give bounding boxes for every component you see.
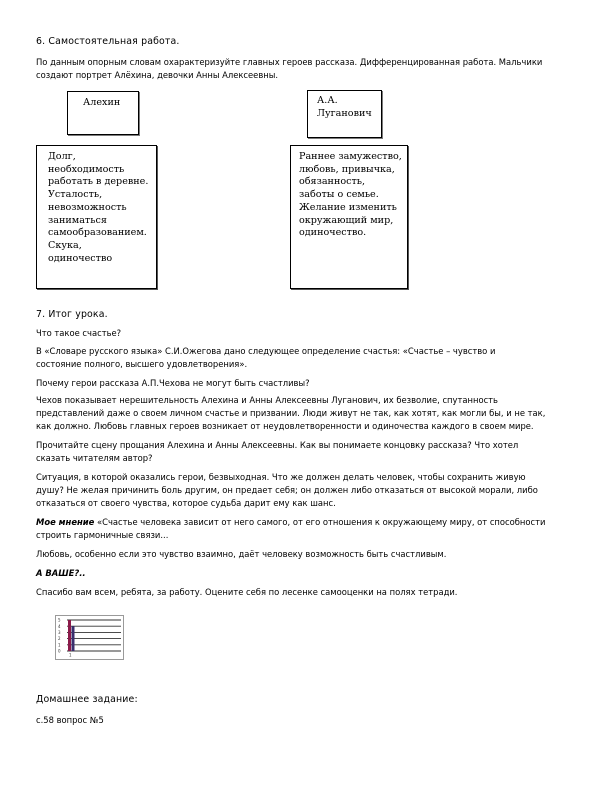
alekhin-trait-4: Усталость, bbox=[48, 189, 103, 201]
farewell-question-line1: Прочитайте сцену прощания Алехина и Анны Алексеевны. Как вы понимаете концовку рассказа? Что хотел bbox=[36, 440, 519, 450]
luganovich-name-line-1: А.А. bbox=[317, 95, 338, 106]
luganovich-trait-2: любовь, привычка, bbox=[299, 163, 395, 175]
bar-series2-1 bbox=[72, 626, 75, 651]
chekhov-para-line3: как должно. Любовь главных героев возникает от неудовлетворенности и одиночества каждого в своем мире. bbox=[36, 421, 534, 431]
chart-frame bbox=[56, 616, 124, 660]
alekhin-name-box bbox=[67, 91, 139, 135]
thanks-sentence: Спасибо вам всем, ребята, за работу. Оцените себя по лесенке самооценки на полях тетради. bbox=[36, 587, 458, 597]
homework-heading: Домашнее задание: bbox=[36, 694, 138, 705]
section6-intro-line2: создают портрет Алёхина, девочки Анны Алексеевны. bbox=[36, 70, 279, 80]
homework-task: с.58 вопрос №5 bbox=[36, 715, 104, 725]
alekhin-trait-3: работать в деревне. bbox=[48, 176, 149, 188]
question-why-unhappy: Почему герои рассказа А.П.Чехова не могут быть счастливы? bbox=[36, 378, 310, 388]
situation-para-line2: душу? Не желая причинить боль другим, он предает себя; он должен либо отказаться от высокой морали, либо bbox=[36, 485, 538, 495]
luganovich-trait-5: Желание изменить bbox=[299, 201, 397, 213]
self-assessment-chart bbox=[55, 615, 127, 665]
farewell-question-line2: сказать читателям автор? bbox=[36, 453, 153, 463]
alekhin-trait-8: Скука, bbox=[48, 239, 82, 251]
alekhin-trait-2: необходимость bbox=[48, 163, 125, 175]
luganovich-trait-1: Раннее замужество, bbox=[299, 151, 402, 162]
luganovich-traits-list bbox=[299, 151, 402, 240]
alekhin-trait-6: заниматься bbox=[48, 214, 107, 226]
opinion-text: «Счастье человека зависит от него самого, от его отношения к окружающему миру, от способности bbox=[94, 517, 546, 527]
alekhin-traits-list bbox=[48, 151, 148, 265]
section6-intro-line1: По данным опорным словам охарактеризуйте главных героев рассказа. Дифференцированная работа. Мальчики bbox=[36, 57, 543, 67]
opinion-line1 bbox=[36, 516, 545, 529]
y-tick-label: 2 bbox=[58, 636, 61, 642]
question-happiness: Что такое счастье? bbox=[36, 328, 122, 338]
y-tick-label: 4 bbox=[58, 623, 61, 629]
opinion-label: Мое мнение bbox=[36, 517, 95, 527]
y-tick-label: 3 bbox=[58, 630, 61, 635]
ozhegov-def-line1: В «Словаре русского языка» С.И.Ожегова дано следующее определение счастья: «Счастье – чувство и bbox=[36, 346, 496, 356]
luganovich-name-box bbox=[307, 90, 382, 138]
alekhin-trait-1: Долг, bbox=[48, 151, 76, 162]
luganovich-name bbox=[317, 95, 372, 120]
chekhov-para-line2: представлений даже о своем личном счастье и призвании. Люди живут не так, как хотят, как могли бы, и не так, bbox=[36, 408, 546, 418]
alekhin-traits-box bbox=[36, 145, 157, 289]
luganovich-name-line-2: Луганович bbox=[317, 107, 372, 119]
alekhin-trait-7: самообразованием. bbox=[48, 227, 147, 239]
love-sentence: Любовь, особенно если это чувство взаимно, даёт человеку возможность быть счастливым. bbox=[36, 549, 447, 559]
opinion-line2: строить гармоничные связи... bbox=[36, 530, 169, 540]
luganovich-traits-box bbox=[290, 145, 408, 289]
y-tick-label: 1 bbox=[58, 642, 61, 648]
situation-para-line3: отказаться от своего чувства, которое судьба дарит ему как шанс. bbox=[36, 498, 336, 508]
luganovich-trait-4: заботы о семье. bbox=[299, 189, 379, 201]
y-tick-label: 5 bbox=[58, 617, 61, 623]
situation-para-line1: Ситуация, в которой оказались герои, безвыходная. Что же должен делать человек, чтобы сохранить живую bbox=[36, 472, 526, 482]
alekhin-name: Алехин bbox=[83, 97, 121, 108]
alekhin-trait-9: одиночество bbox=[48, 252, 113, 264]
luganovich-trait-6: окружающий мир, bbox=[299, 214, 394, 226]
bar-series1-1 bbox=[68, 620, 71, 651]
luganovich-trait-3: обязанность, bbox=[299, 176, 366, 188]
x-tick-label: 1 bbox=[69, 652, 72, 658]
luganovich-trait-7: одиночество. bbox=[299, 227, 367, 239]
your-turn: А ВАШЕ?.. bbox=[36, 568, 86, 578]
alekhin-trait-5: невозможность bbox=[48, 201, 127, 213]
section7-heading: 7. Итог урока. bbox=[36, 309, 108, 320]
section6-heading: 6. Самостоятельная работа. bbox=[36, 36, 180, 47]
chekhov-para-line1: Чехов показывает нерешительность Алехина и Анны Алексеевны Луганович, их безволие, спутанность bbox=[36, 395, 498, 405]
y-tick-label: 0 bbox=[58, 648, 61, 654]
ozhegov-def-line2: состояние полного, высшего удовлетворения». bbox=[36, 359, 248, 369]
